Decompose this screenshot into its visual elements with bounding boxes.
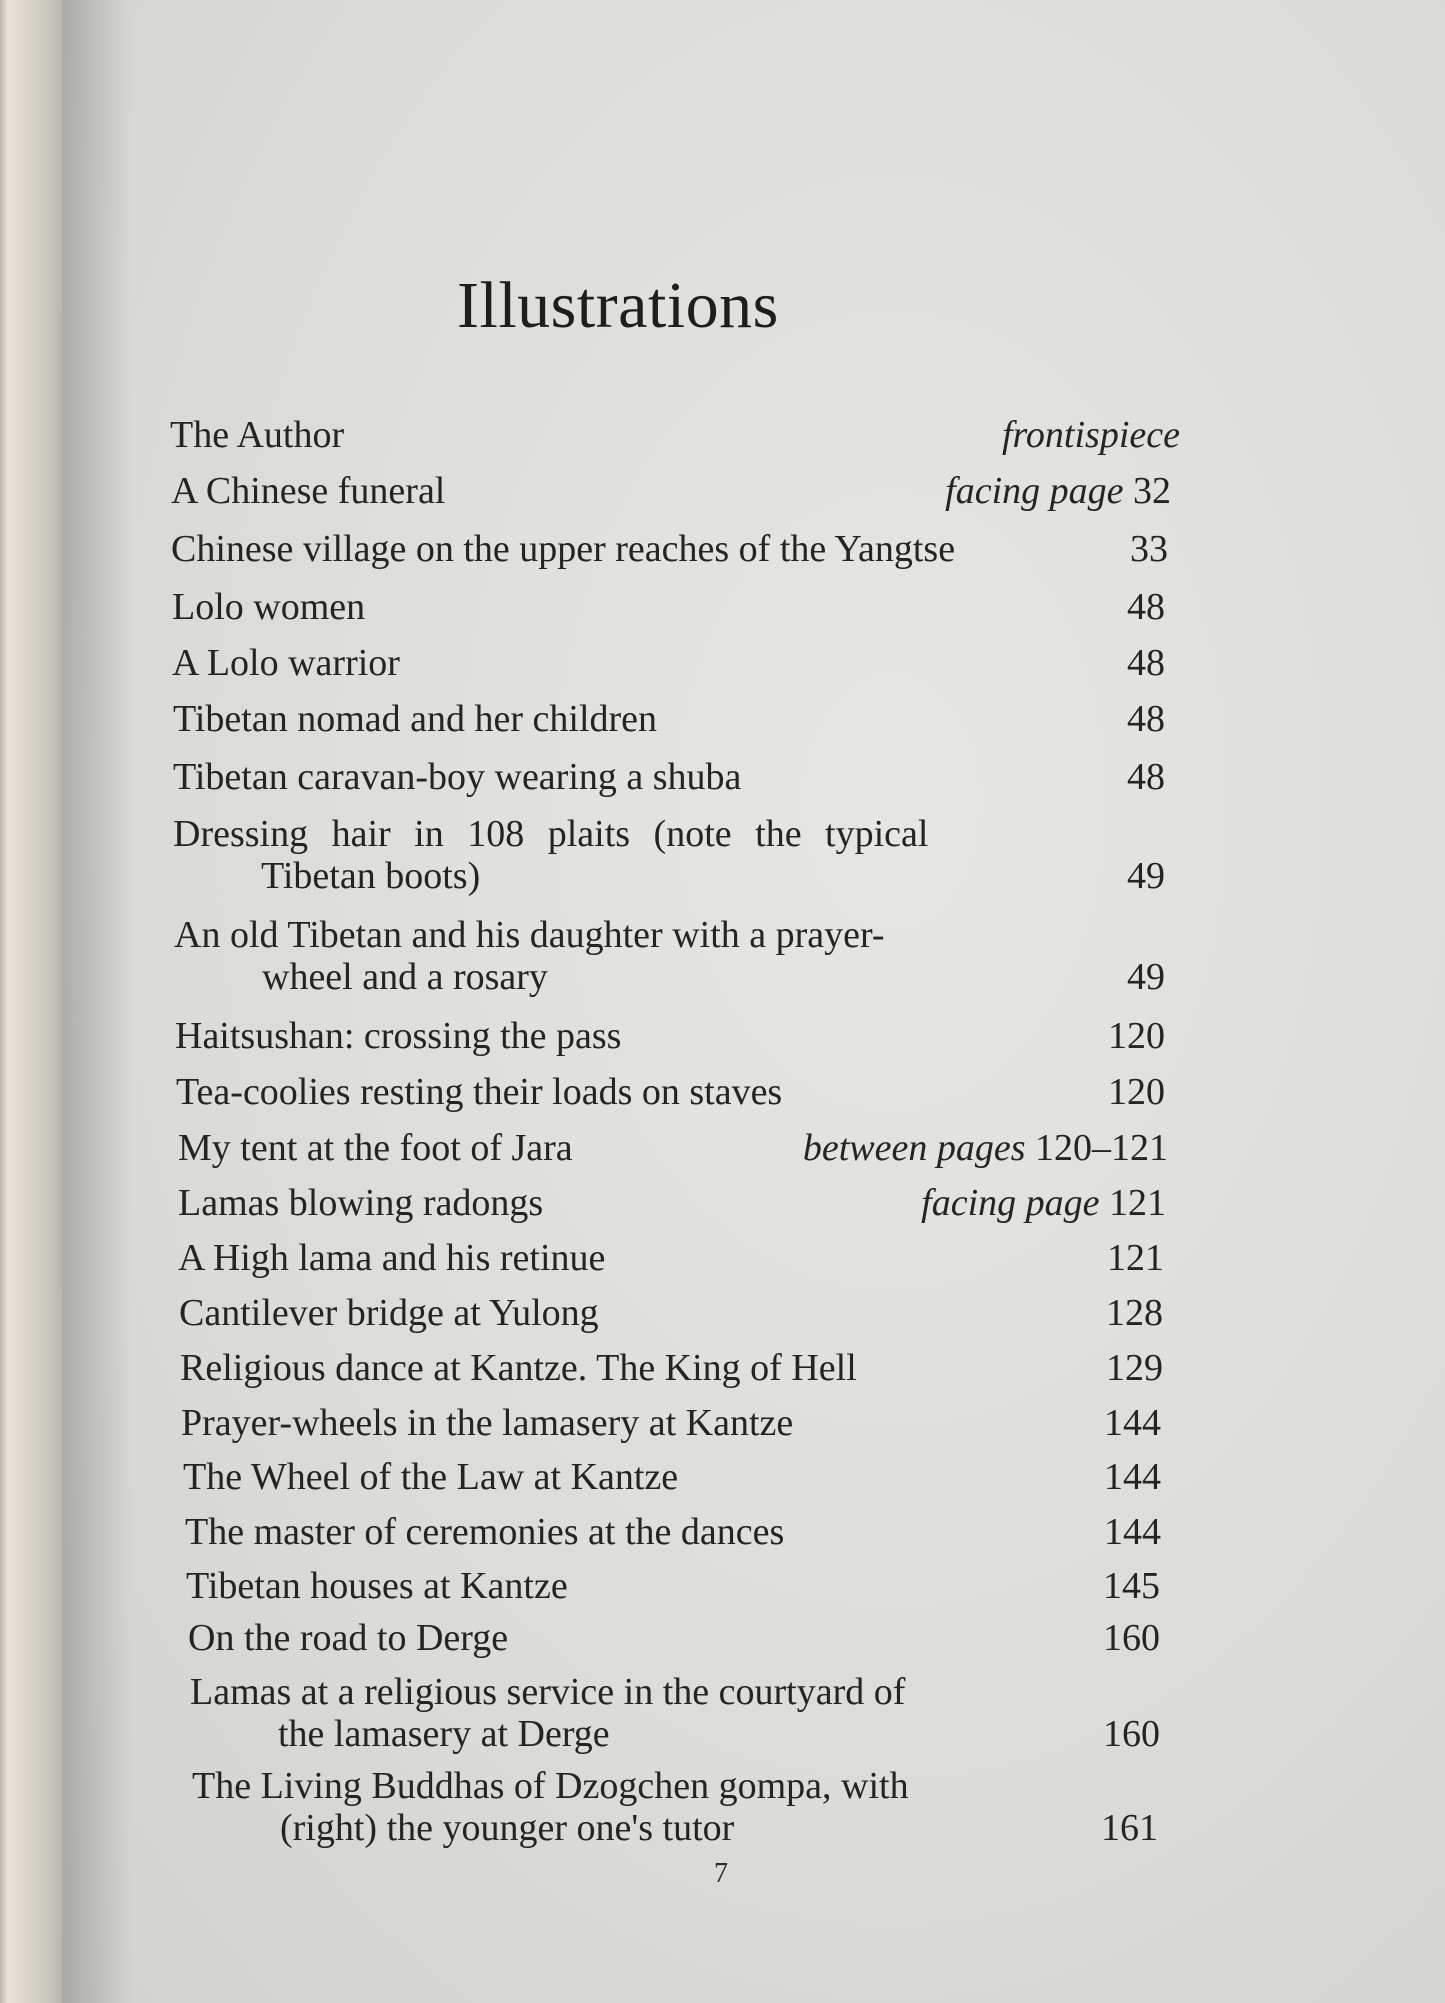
entry-label: frontispiece <box>1002 414 1180 456</box>
entry-ref <box>1104 1399 1161 1447</box>
entry-page: 48 <box>1127 586 1165 628</box>
entry-caption: Chinese village on the upper reaches of the Yangtse <box>171 528 956 570</box>
list-item <box>190 1668 1160 1764</box>
entry-label: facing page <box>945 470 1124 512</box>
list-item <box>180 1344 1163 1396</box>
list-item <box>178 1179 1166 1231</box>
entry-caption: Lamas blowing radongs <box>178 1182 544 1224</box>
entry-page: 32 <box>1133 470 1171 512</box>
page-title: Illustrations <box>457 269 779 342</box>
entry-ref <box>1127 695 1165 743</box>
entry-caption: An old Tibetan and his daughter with a prayer- <box>174 914 885 956</box>
entry-caption: The Living Buddhas of Dzogchen gompa, with <box>192 1765 909 1807</box>
entry-caption: Cantilever bridge at Yulong <box>179 1292 599 1334</box>
list-item <box>188 1614 1160 1666</box>
entry-caption: Tea-coolies resting their loads on staves <box>176 1071 783 1113</box>
list-item <box>171 467 1171 519</box>
entry-ref <box>921 1179 1166 1227</box>
list-item <box>173 753 1165 805</box>
list-item <box>179 1289 1163 1341</box>
entry-page: 121 <box>1107 1237 1164 1279</box>
list-item <box>173 695 1165 747</box>
entry-ref <box>1130 525 1168 573</box>
entry-caption: A Chinese funeral <box>171 470 446 512</box>
entry-caption: Lolo women <box>172 586 366 628</box>
entry-page: 120–121 <box>1035 1127 1168 1169</box>
entry-ref <box>1002 411 1180 459</box>
entry-ref <box>945 467 1171 515</box>
entry-caption: Tibetan caravan-boy wearing a shuba <box>173 756 742 798</box>
entry-ref <box>1107 1234 1164 1282</box>
entry-page: 160 <box>1103 1617 1160 1659</box>
list-item <box>192 1762 1158 1858</box>
book-page <box>62 0 1445 2003</box>
entry-ref <box>1106 1289 1163 1337</box>
entry-page: 120 <box>1108 1015 1165 1057</box>
entry-caption: The master of ceremonies at the dances <box>185 1511 785 1553</box>
entry-ref <box>1127 639 1165 687</box>
list-item <box>183 1453 1161 1505</box>
list-item <box>181 1399 1161 1451</box>
entry-page: 128 <box>1106 1292 1163 1334</box>
entry-page: 160 <box>1103 1713 1160 1755</box>
entry-page: 33 <box>1130 528 1168 570</box>
entry-caption-cont: the lamasery at Derge <box>278 1713 610 1755</box>
entry-label: between pages <box>802 1127 1026 1169</box>
entry-ref <box>803 1124 1168 1172</box>
entry-page: 48 <box>1127 756 1165 798</box>
list-item <box>171 525 1168 577</box>
list-item <box>175 1012 1165 1064</box>
entry-page: 144 <box>1104 1511 1161 1553</box>
entry-page: 120 <box>1108 1071 1165 1113</box>
entry-caption: My tent at the foot of Jara <box>178 1127 573 1169</box>
entry-caption: A High lama and his retinue <box>178 1237 606 1279</box>
entry-page: 144 <box>1104 1402 1161 1444</box>
gutter-shadow <box>62 0 132 2003</box>
page-number: 7 <box>714 1858 728 1889</box>
entry-page: 49 <box>1127 956 1165 998</box>
entry-caption: Haitsushan: crossing the pass <box>175 1015 622 1057</box>
entry-caption: Religious dance at Kantze. The King of Hell <box>180 1347 857 1389</box>
entry-page: 145 <box>1103 1565 1160 1607</box>
entry-page: 48 <box>1127 642 1165 684</box>
list-item <box>178 1124 1168 1176</box>
book-edge <box>0 0 62 2003</box>
list-item <box>172 639 1165 691</box>
entry-caption: On the road to Derge <box>188 1617 509 1659</box>
entry-ref <box>1127 583 1165 631</box>
entry-caption-cont: wheel and a rosary <box>262 956 548 998</box>
entry-caption: Dressing hair in 108 plaits (note the typical <box>173 813 929 855</box>
list-item <box>172 583 1165 635</box>
entry-caption: Tibetan houses at Kantze <box>186 1565 568 1607</box>
entry-ref <box>1103 1562 1160 1610</box>
entry-ref <box>1127 953 1165 1001</box>
entry-page: 49 <box>1127 855 1165 897</box>
list-item <box>174 911 1165 1007</box>
list-item <box>176 1068 1165 1120</box>
list-item <box>170 411 1180 463</box>
entry-page: 161 <box>1101 1807 1158 1849</box>
entry-label: facing page <box>921 1182 1100 1224</box>
entry-ref <box>1108 1068 1165 1116</box>
entry-ref <box>1103 1710 1160 1758</box>
entry-ref <box>1127 852 1165 900</box>
entry-ref <box>1127 753 1165 801</box>
entry-caption: Prayer-wheels in the lamasery at Kantze <box>181 1402 794 1444</box>
list-item <box>185 1508 1161 1560</box>
entry-ref <box>1104 1508 1161 1556</box>
entry-page: 48 <box>1127 698 1165 740</box>
list-item <box>186 1562 1160 1614</box>
entry-caption: A Lolo warrior <box>172 642 400 684</box>
list-item <box>178 1234 1164 1286</box>
entry-caption-cont: (right) the younger one's tutor <box>280 1807 735 1849</box>
list-item <box>173 810 1165 906</box>
entry-ref <box>1101 1804 1158 1852</box>
entry-page: 129 <box>1106 1347 1163 1389</box>
entry-ref <box>1108 1012 1165 1060</box>
entry-caption: Lamas at a religious service in the courtyard of <box>190 1671 906 1713</box>
entry-caption: The Author <box>170 414 345 456</box>
entry-ref <box>1106 1344 1163 1392</box>
entry-ref <box>1103 1614 1160 1662</box>
entry-caption: Tibetan nomad and her children <box>173 698 658 740</box>
entry-page: 144 <box>1104 1456 1161 1498</box>
entry-caption-cont: Tibetan boots) <box>261 855 481 897</box>
entry-ref <box>1104 1453 1161 1501</box>
entry-page: 121 <box>1109 1182 1166 1224</box>
entry-caption: The Wheel of the Law at Kantze <box>183 1456 679 1498</box>
